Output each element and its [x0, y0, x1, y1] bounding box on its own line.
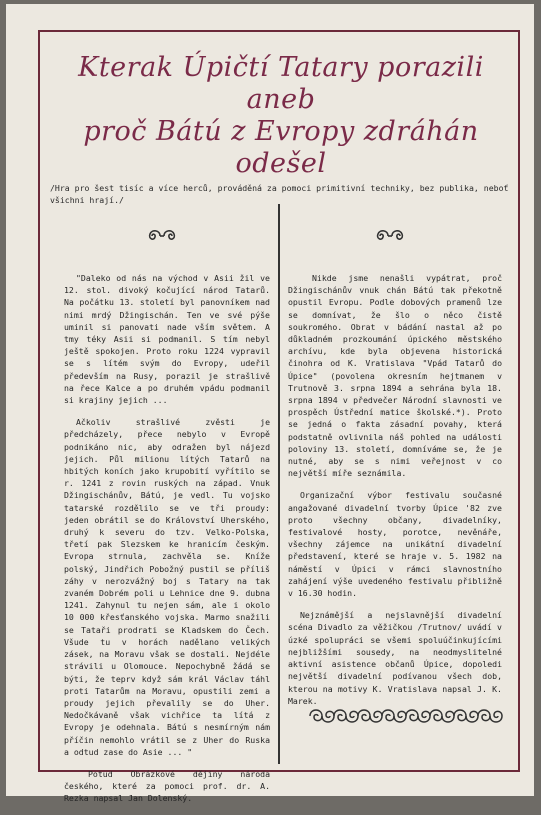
title-line-4: odešel — [235, 148, 327, 179]
right-paragraph-3: Nejznámější a nejslavnější divadelní scéna Divadlo za věžičkou /Trutnov/ uvádí v úzké spolupráci se všemi spoluúčinkujícími nejbližšími sousedy, na neodmyslitelné aktivní asistence občanů Úpice, dopoledi největší divadelní podívanou všech dob, kterou na motivy K. Vratislava napsal J. K. Marek. — [288, 610, 502, 706]
left-paragraph-2: Ačkoliv strašlivé zvěsti je předcházely, přece nebylo v Evropě podnikáno nic, aby odražen byl nájezd jejich. Půl milionu lítých Tatarů na hbitých koních jako krupobití vyřítilo se r. 1241 z rovin ruských na západ. Vnuk Džingischánův, Bátú, je vedl. Tu vojsko tatarské rozdělilo se ve tři proudy: jeden obrátil se do Království Uherského, druhý k severu do tzv. Velko-Polska, třetí pak Slezskem ke hranicím českým. Evropa strnula, zachvěla se. Kníže polský, Jindřich Pobožný pustil se příliš záhy v nerozvážný boj s Tatary na tak zvaném Dobrém poli u Lehnice dne 9. dubna 1241. Zahynul tu nejen sám, ale i okolo 10 000 křesťanského vojska. Marmo snažili se Tataři prodrati se Kladskem do Čech. Všude tu v horách nadělano velikých zásek, na Moravu však se dostali. Nejdéle strávili u Olomouce. Nepochybně žádá se býti, že teprv když sám král Václav táhl proti Tatarům na Moravu, opustili zemi a proudy jejich převalily se do Uher. Nedočkávaně však vichřice ta lítá z Evropy je odehnala. Bátú s nesmírným nám příčin nemohlo vrátil se z Uher do Ruska a odtud zase do Asie ... " — [64, 417, 270, 757]
spiral-ornament-left — [138, 226, 186, 246]
right-column — [288, 272, 502, 717]
column-divider — [278, 204, 280, 764]
title-line-1: Kterak Úpičtí Tatary porazili — [78, 52, 484, 83]
spiral-ornament-right — [366, 226, 414, 246]
left-column — [64, 272, 270, 815]
left-paragraph-3: Potud Obrázkové dějiny národa českého, které za pomoci prof. dr. A. Rezka napsal Jan Dolenský. — [64, 768, 270, 804]
subtitle: /Hra pro šest tisíc a více herců, prováděná za pomoci primitivní techniky, bez publika, neboť všichni hrají./ — [50, 183, 509, 205]
title-line-3: proč Bátú z Evropy zdráhán — [83, 116, 479, 147]
right-paragraph-1: Nikde jsme nenašli vypátrat, proč Džingischánův vnuk chán Bátú tak překotně opustil Evropu. Podle dobových pramenů lze se domnívat, že šlo o něco čistě soukromého. Obrat v bádání nastal až po důkladném prozkoumání úpického městského archívu, kde byla objevena historická činohra od K. Vratislava "Vpád Tatarů do Úpice" (povolena okresním hejtmanem v Trutnově 3. srpna 1894 a sehrána byla 18. srpna 1894 v předvečer Národní slavnosti ve prospěch Ústřední matice školské.*). Proto se jedná o fakta zásadní povahy, která podstatně ovlivnila náš pohled na události poloviny 13. století, domníváme se, že je nutné, aby se s nimi veřejnost v co největší míře seznámila. — [288, 273, 502, 479]
title-line-2: aneb — [246, 84, 316, 115]
document-title — [46, 52, 516, 180]
right-paragraph-2: Organizační výbor festivalu současné angažované divadelní tvorby Úpice '82 zve proto všechny občany, divadelníky, festivalové hosty, porotce, nevěnáře, všechny zájemce na unikátní divadelní představení, které se hraje v. 5. 1982 na náměstí v Úpici v rámci slavnostního zahájení výše uvedeného festivalu přibližně v 16.30 hodin. — [288, 490, 502, 599]
spiral-border-bottom — [306, 704, 506, 728]
document-page — [6, 4, 534, 804]
left-paragraph-1: "Daleko od nás na východ v Asii žil ve 12. stol. divoký kočující národ Tatarů. Na počátku 13. století byl panovníkem nad nimi mrdý Džingischán. Ten ve své pýše uminil si panovati nade vším světem. A tmy téky Asii si podmanil. S tím nebyl ještě spokojen. Proto roku 1224 vypravil se s lítém svým do Evropy, udeřil především na Rusy, porazil je strašlivě na řece Kalce a po druhém vpádu podmanil si krajiny jejich ... — [64, 273, 270, 406]
